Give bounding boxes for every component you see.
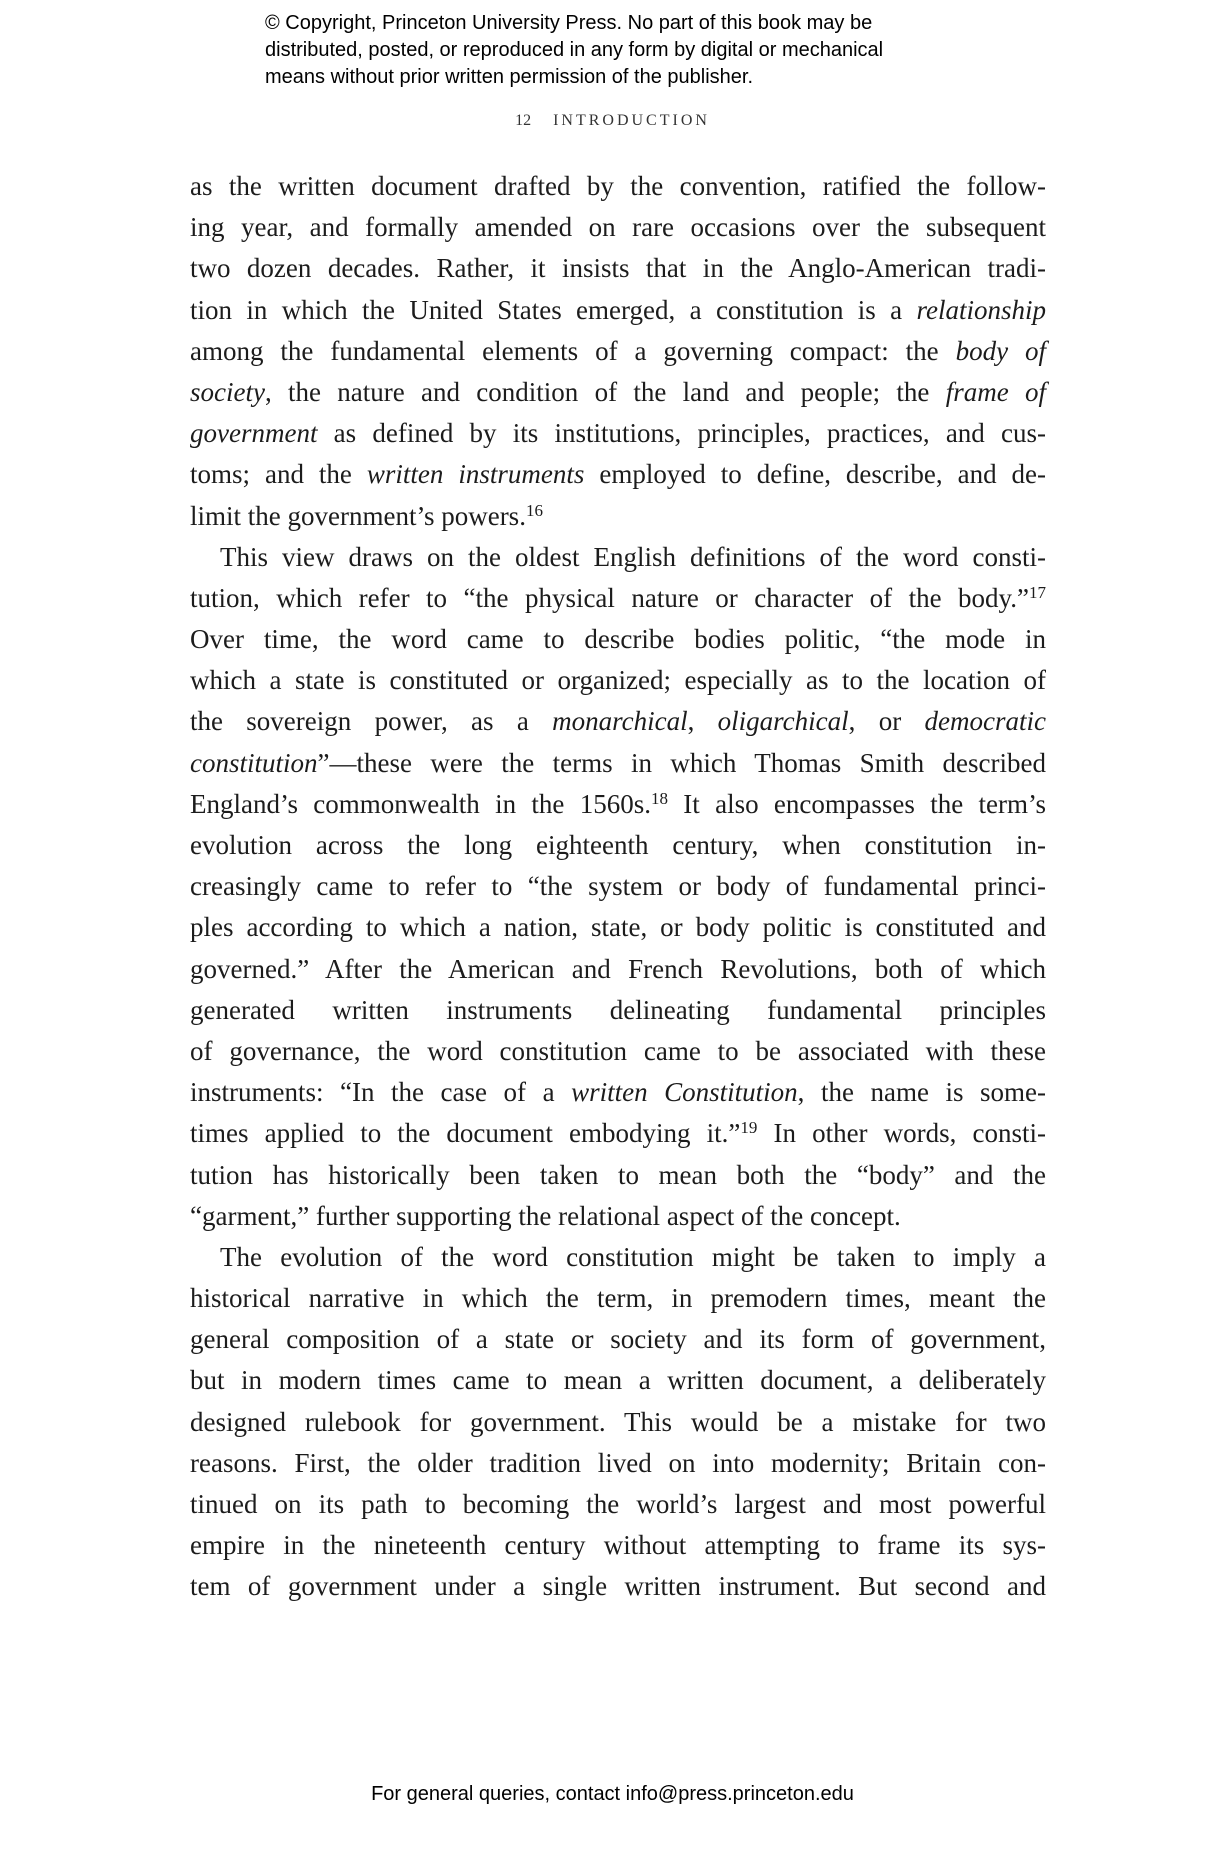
text-segment: empire in the nineteenth century without attempting to frame its sys- [190,1530,1046,1561]
text-line [190,1278,1046,1319]
text-segment: , [687,706,718,737]
text-segment: among the fundamental elements of a governing compact: the [190,335,956,366]
text-line [190,454,1046,495]
text-line [190,1113,1046,1154]
text-line [190,990,1046,1031]
text-segment: tution has historically been taken to mean both the “body” and the [190,1159,1046,1190]
footnote-ref: 19 [740,1118,758,1138]
text-segment: tution, which refer to “the physical nature or character of the body.” [190,582,1029,613]
footnote-ref: 18 [650,788,668,808]
text-line [190,166,1046,207]
text-segment: generated written instruments delineating fundamental principles [190,994,1046,1025]
text-line [190,1360,1046,1401]
italic-text: written instruments [366,459,585,490]
text-line [190,248,1046,289]
text-line [190,1566,1046,1607]
text-line [190,907,1046,948]
italic-text: constitution [190,747,318,778]
italic-text: written Constitution [571,1077,798,1108]
running-head [0,112,1225,130]
italic-text: society [190,376,265,407]
text-line [190,1196,1046,1237]
text-line [190,619,1046,660]
text-segment: This view draws on the oldest English definitions of the word consti- [220,541,1046,572]
text-segment: designed rulebook for government. This would be a mistake for two [190,1406,1046,1437]
text-segment: evolution across the long eighteenth century, when constitution in- [190,830,1046,860]
text-line [190,1484,1046,1525]
text-line [190,1443,1046,1484]
italic-text: body of [955,335,1046,366]
text-line [190,825,1046,866]
text-line [190,660,1046,701]
italic-text: government [190,418,318,449]
text-segment: tem of government under a single written instrument. But second and [190,1571,1046,1602]
text-line [190,537,1046,578]
italic-text: democratic [924,706,1046,737]
text-line [190,372,1046,413]
text-segment: England’s commonwealth in the 1560s. [190,788,651,819]
text-line [190,1319,1046,1360]
text-segment: employed to define, describe, and de- [584,459,1047,490]
text-line [190,578,1046,619]
italic-text: frame of [945,376,1046,407]
body-text [190,166,1046,1608]
text-segment: creasingly came to refer to “the system or body of fundamental princi- [190,871,1046,902]
text-segment: “garment,” further supporting the relational aspect of the concept. [190,1200,901,1231]
text-segment: tinued on its path to becoming the world’s largest and most powerful [190,1489,1046,1519]
footer-contact: For general queries, contact info@press.princeton.edu [371,1783,854,1805]
text-segment: reasons. First, the older tradition lived on into modernity; Britain con- [190,1447,1046,1478]
text-line [190,1155,1046,1196]
text-segment: times applied to the document embodying it.” [190,1118,741,1149]
text-segment: historical narrative in which the term, in premodern times, meant the [190,1283,1046,1314]
italic-text: oligarchical [717,706,849,737]
text-line [190,1237,1046,1278]
footnote-ref: 16 [525,500,543,520]
text-segment: ing year, and formally amended on rare occasions over the subsequent [190,212,1046,243]
text-segment: It also encompasses the term’s [667,788,1047,819]
text-segment: In other words, consti- [757,1118,1047,1149]
text-segment: of governance, the word constitution came to be associated with these [190,1035,1046,1066]
text-line [190,290,1046,331]
text-segment: The evolution of the word constitution might be taken to imply a [220,1241,1046,1272]
copyright-line: © Copyright, Princeton University Press. No part of this book may be [265,12,873,34]
copyright-line: means without prior written permission of the publisher. [265,66,754,88]
footnote-ref: 17 [1029,582,1046,602]
chapter-title: INTRODUCTION [553,112,710,129]
text-line [190,1072,1046,1113]
text-segment: as defined by its institutions, principles, practices, and cus- [317,418,1046,449]
text-segment: , the name is some- [797,1077,1046,1108]
text-segment: but in modern times came to mean a written document, a deliberately [190,1365,1046,1396]
page-number: 12 [515,112,532,129]
text-line [190,1525,1046,1566]
text-line [190,496,1046,537]
text-segment: limit the government’s powers. [190,500,526,531]
text-segment: , the nature and condition of the land and people; the [264,376,946,407]
text-segment: two dozen decades. Rather, it insists that in the Anglo-American tradi- [190,253,1046,284]
text-segment: tion in which the United States emerged, a constitution is a [190,294,917,325]
text-segment: as the written document drafted by the convention, ratified the follow- [190,171,1046,201]
text-line [190,784,1046,825]
text-line [190,949,1046,990]
italic-text: relationship [916,294,1046,325]
text-segment: toms; and the [190,459,367,490]
text-line [190,866,1046,907]
text-line [190,413,1046,454]
text-segment: , or [848,706,925,737]
text-segment: Over time, the word came to describe bodies politic, “the mode in [190,624,1046,655]
text-line [190,1031,1046,1072]
text-line [190,743,1046,784]
text-segment: governed.” After the American and French Revolutions, both of which [190,953,1046,984]
copyright-notice [265,10,883,91]
text-line [190,207,1046,248]
text-segment: ples according to which a nation, state, or body politic is constituted and [190,912,1046,943]
text-line [190,331,1046,372]
text-line [190,1402,1046,1443]
text-line [190,701,1046,742]
italic-text: monarchical [552,706,688,737]
text-segment: which a state is constituted or organized; especially as to the location of [190,665,1046,696]
text-segment: general composition of a state or society and its form of government, [190,1324,1046,1355]
text-segment: the sovereign power, as a [190,706,553,737]
text-segment: ”—these were the terms in which Thomas Smith described [317,747,1046,778]
text-segment: instruments: “In the case of a [190,1077,572,1108]
copyright-line: distributed, posted, or reproduced in any form by digital or mechanical [265,39,884,61]
